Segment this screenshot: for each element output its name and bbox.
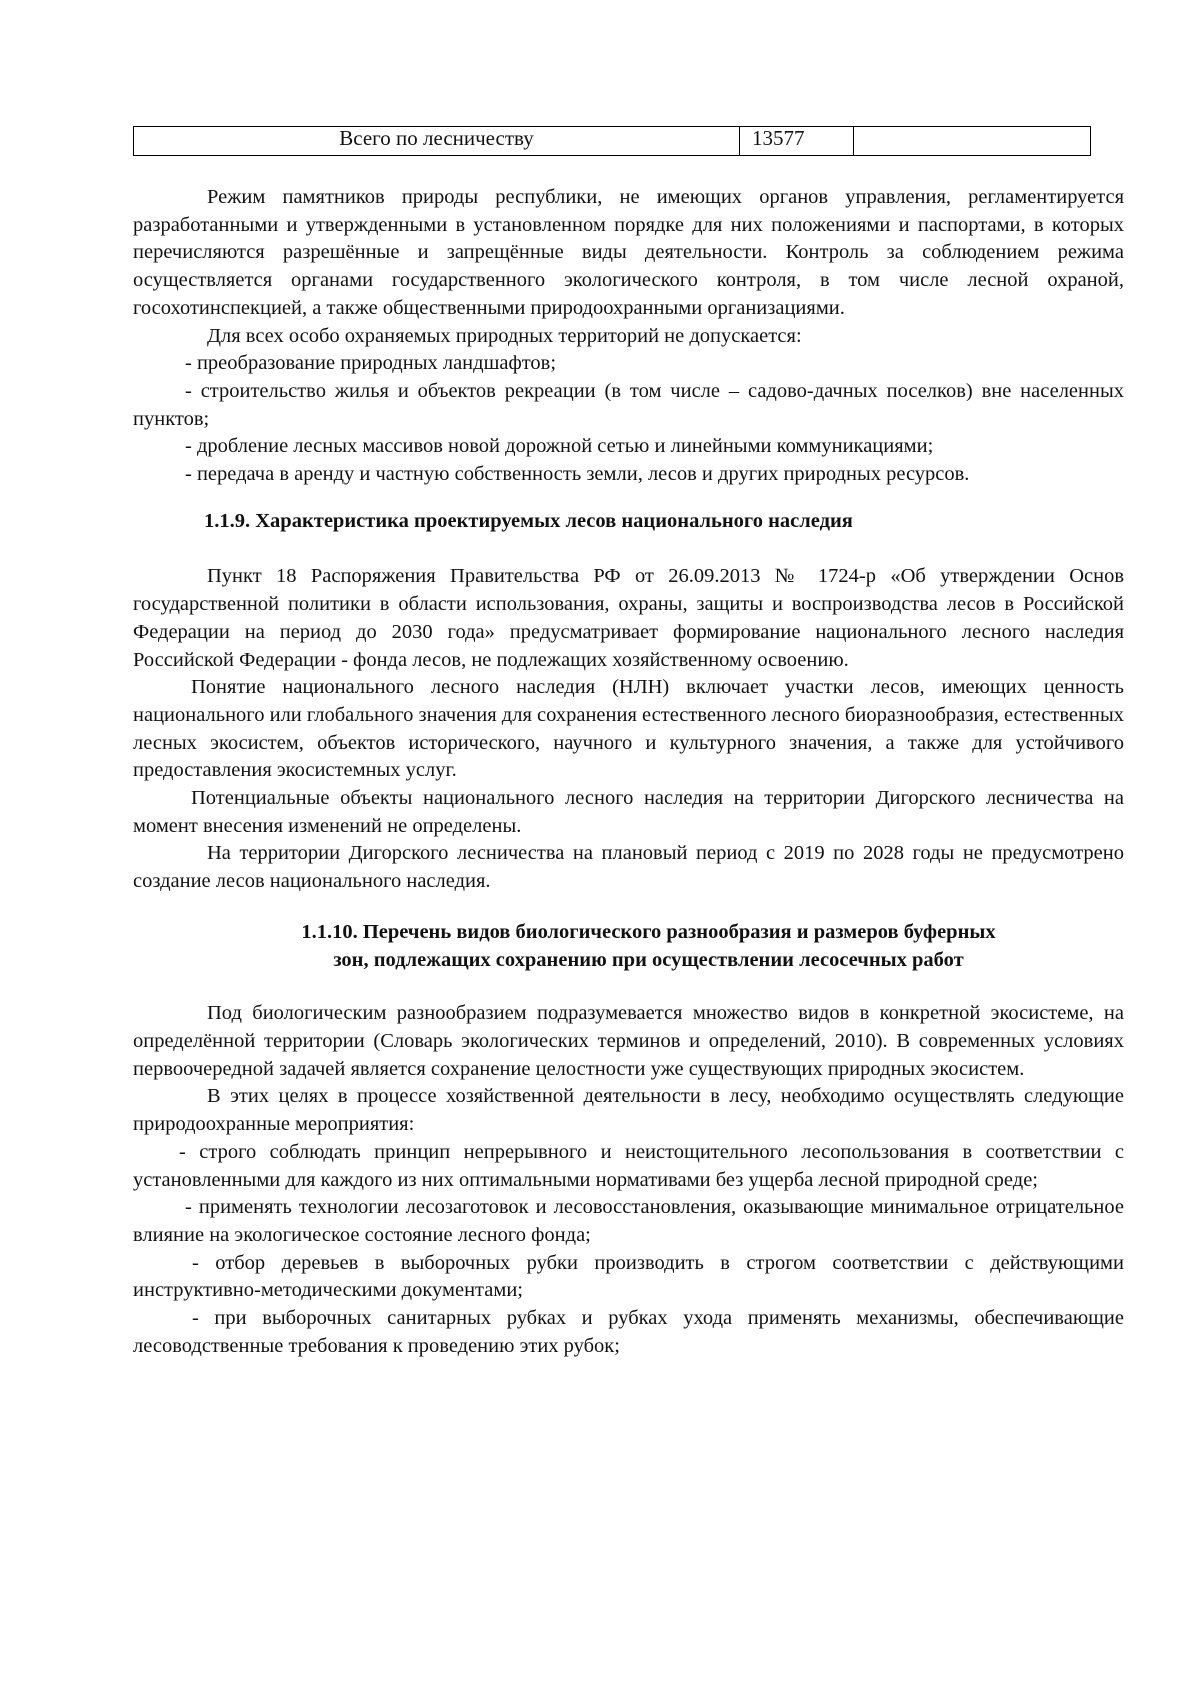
empty-cell [854, 127, 1091, 156]
paragraph-measures: В этих целях в процессе хозяйственной деятельности в лесу, необходимо осуществлять следующие природоохранные мероприятия: [133, 1085, 1124, 1136]
paragraph-territory: На территории Дигорского лесничества на плановый период с 2019 по 2028 годы не предусмотрено создание лесов национального наследия. [133, 842, 1124, 893]
paragraph-biodiversity: Под биологическим разнообразием подразумевается множество видов в конкретной экосистеме, на определённой территории (Словарь экологических терминов и определений, 2010). В современных условиях первоочередной задачей является сохранение целостности уже существующих природных экосистем. [133, 1002, 1124, 1080]
paragraph-regime: Режим памятников природы республики, не имеющих органов управления, регламентируется разработанными и утвержденными в установленном порядке для них положениями и паспортами, в которых перечисляются разрешённые и запрещённые виды деятельности. Контроль за соблюдением режима осуществляется органами государственного экологического контроля, в том числе лесной охраной, госохотинспекцией, а также общественными природоохранными организациями. [133, 186, 1124, 319]
paragraph-order: Пункт 18 Распоряжения Правительства РФ от 26.09.2013 № 1724-р «Об утверждении Основ государственной политики в области использования, охраны, защиты и воспроизводства лесов в Российской Федерации на период до 2030 года» предусматривает формирование национального лесного наследия Российской Федерации - фонда лесов, не подлежащих хозяйственному освоению. [133, 565, 1124, 671]
document-body [133, 184, 1124, 1360]
summary-table [133, 126, 1091, 156]
list-item: - передача в аренду и частную собственность земли, лесов и других природных ресурсов. [185, 463, 970, 486]
section-heading-1-1-9: 1.1.9. Характеристика проектируемых лесов национального наследия [204, 509, 853, 532]
list-item: - отбор деревьев в выборочных рубки производить в строгом соответствии с действующими инструктивно-методическими документами; [133, 1251, 1124, 1302]
heading-line-2: зон, подлежащих сохранению при осуществлении лесосечных работ [333, 948, 964, 971]
total-label-cell: Всего по лесничеству [134, 127, 740, 156]
paragraph-concept: Понятие национального лесного наследия (НЛН) включает участки лесов, имеющих ценность национального или глобального значения для сохранения естественного лесного биоразнообразия, естественных лесных экосистем, объектов исторического, научного и культурного значения, а также для устойчивого предоставления экосистемных услуг. [133, 676, 1124, 782]
list-item: - применять технологии лесозаготовок и лесовосстановления, оказывающие минимальное отрицательное влияние на экологическое состояние лесного фонда; [133, 1196, 1124, 1246]
list-item: - строго соблюдать принцип непрерывного и неистощительного лесопользования в соответствии с установленными для каждого из них оптимальными нормативами без ущерба лесной природной среде; [133, 1140, 1124, 1191]
paragraph-not-allowed: Для всех особо охраняемых природных территорий не допускается: [207, 324, 802, 347]
table-row [134, 127, 1091, 156]
list-item: - дробление лесных массивов новой дорожной сетью и линейными коммуникациями; [185, 435, 934, 458]
paragraph-potential: Потенциальные объекты национального лесного наследия на территории Дигорского лесничества на момент внесения изменений не определены. [133, 787, 1124, 837]
heading-line-1: 1.1.10. Перечень видов биологического разнообразия и размеров буферных [301, 920, 996, 943]
section-heading-1-1-10 [133, 919, 1124, 974]
list-item: - преобразование природных ландшафтов; [185, 352, 557, 375]
total-value-cell: 13577 [740, 127, 854, 156]
list-item: - при выборочных санитарных рубках и рубках ухода применять механизмы, обеспечивающие лесоводственные требования к проведению этих рубок; [133, 1307, 1124, 1357]
list-item: - строительство жилья и объектов рекреации (в том числе – садово-дачных поселков) вне населенных пунктов; [133, 379, 1124, 430]
